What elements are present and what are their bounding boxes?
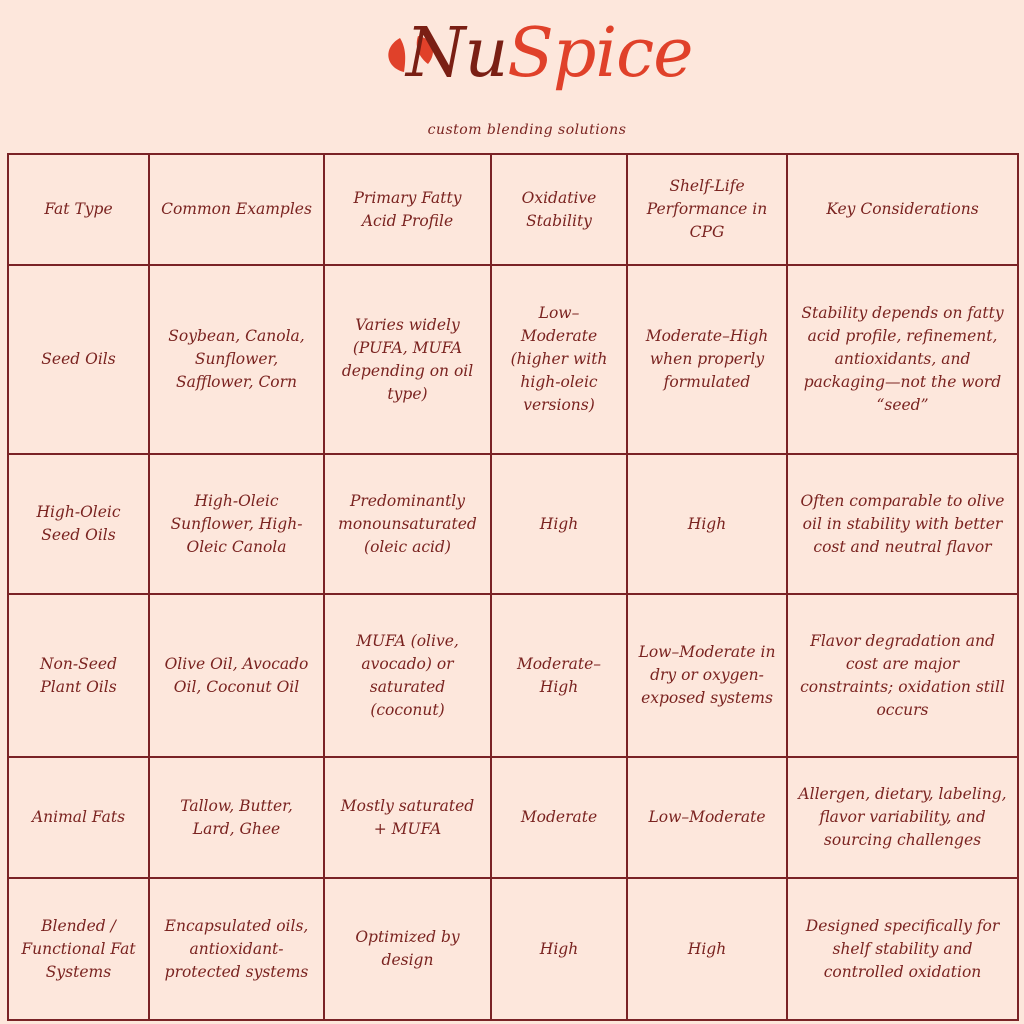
header-fat-type: Fat Type [8, 154, 149, 265]
header-oxidative-stability: Oxidative Stability [491, 154, 627, 265]
cell-profile: Predominantly monounsaturated (oleic acid) [324, 454, 491, 594]
cell-profile: Mostly saturated + MUFA [324, 757, 491, 878]
fat-comparison-table [7, 153, 1017, 1019]
header-common-examples: Common Examples [149, 154, 324, 265]
header-key-considerations: Key Considerations [787, 154, 1018, 265]
cell-fat-type: Animal Fats [8, 757, 149, 878]
brand-name-spice: Spice [507, 14, 693, 93]
cell-considerations: Designed specifically for shelf stability and controlled oxidation [787, 878, 1018, 1020]
brand-header [0, 0, 1024, 150]
cell-fat-type: Non-Seed Plant Oils [8, 594, 149, 757]
brand-name-nu: Nu [406, 14, 508, 93]
cell-stability: Moderate–High [491, 594, 627, 757]
table-row [8, 757, 1018, 878]
cell-stability: High [491, 878, 627, 1020]
table-row [8, 878, 1018, 1020]
cell-considerations: Often comparable to olive oil in stability with better cost and neutral flavor [787, 454, 1018, 594]
cell-shelf-life: Low–Moderate [627, 757, 787, 878]
cell-shelf-life: Low–Moderate in dry or oxygen-exposed systems [627, 594, 787, 757]
brand-tagline: custom blending solutions [427, 122, 627, 138]
cell-considerations: Allergen, dietary, labeling, flavor variability, and sourcing challenges [787, 757, 1018, 878]
cell-examples: High-Oleic Sunflower, High-Oleic Canola [149, 454, 324, 594]
cell-stability: Low–Moderate (higher with high-oleic versions) [491, 265, 627, 454]
cell-profile: Varies widely (PUFA, MUFA depending on oil type) [324, 265, 491, 454]
cell-examples: Soybean, Canola, Sunflower, Safflower, Corn [149, 265, 324, 454]
cell-profile: MUFA (olive, avocado) or saturated (coconut) [324, 594, 491, 757]
table-row [8, 265, 1018, 454]
cell-fat-type: High-Oleic Seed Oils [8, 454, 149, 594]
cell-considerations: Flavor degradation and cost are major constraints; oxidation still occurs [787, 594, 1018, 757]
brand-wordmark [406, 14, 693, 93]
cell-examples: Olive Oil, Avocado Oil, Coconut Oil [149, 594, 324, 757]
cell-stability: High [491, 454, 627, 594]
cell-shelf-life: High [627, 454, 787, 594]
table-row [8, 594, 1018, 757]
cell-profile: Optimized by design [324, 878, 491, 1020]
header-fatty-acid-profile: Primary Fatty Acid Profile [324, 154, 491, 265]
cell-shelf-life: Moderate–High when properly formulated [627, 265, 787, 454]
cell-fat-type: Seed Oils [8, 265, 149, 454]
cell-fat-type: Blended / Functional Fat Systems [8, 878, 149, 1020]
cell-shelf-life: High [627, 878, 787, 1020]
table-row [8, 454, 1018, 594]
cell-examples: Tallow, Butter, Lard, Ghee [149, 757, 324, 878]
cell-stability: Moderate [491, 757, 627, 878]
cell-considerations: Stability depends on fatty acid profile, refinement, antioxidants, and packaging—not the word “seed” [787, 265, 1018, 454]
table-header-row [8, 154, 1018, 265]
cell-examples: Encapsulated oils, antioxidant-protected systems [149, 878, 324, 1020]
header-shelf-life: Shelf-Life Performance in CPG [627, 154, 787, 265]
